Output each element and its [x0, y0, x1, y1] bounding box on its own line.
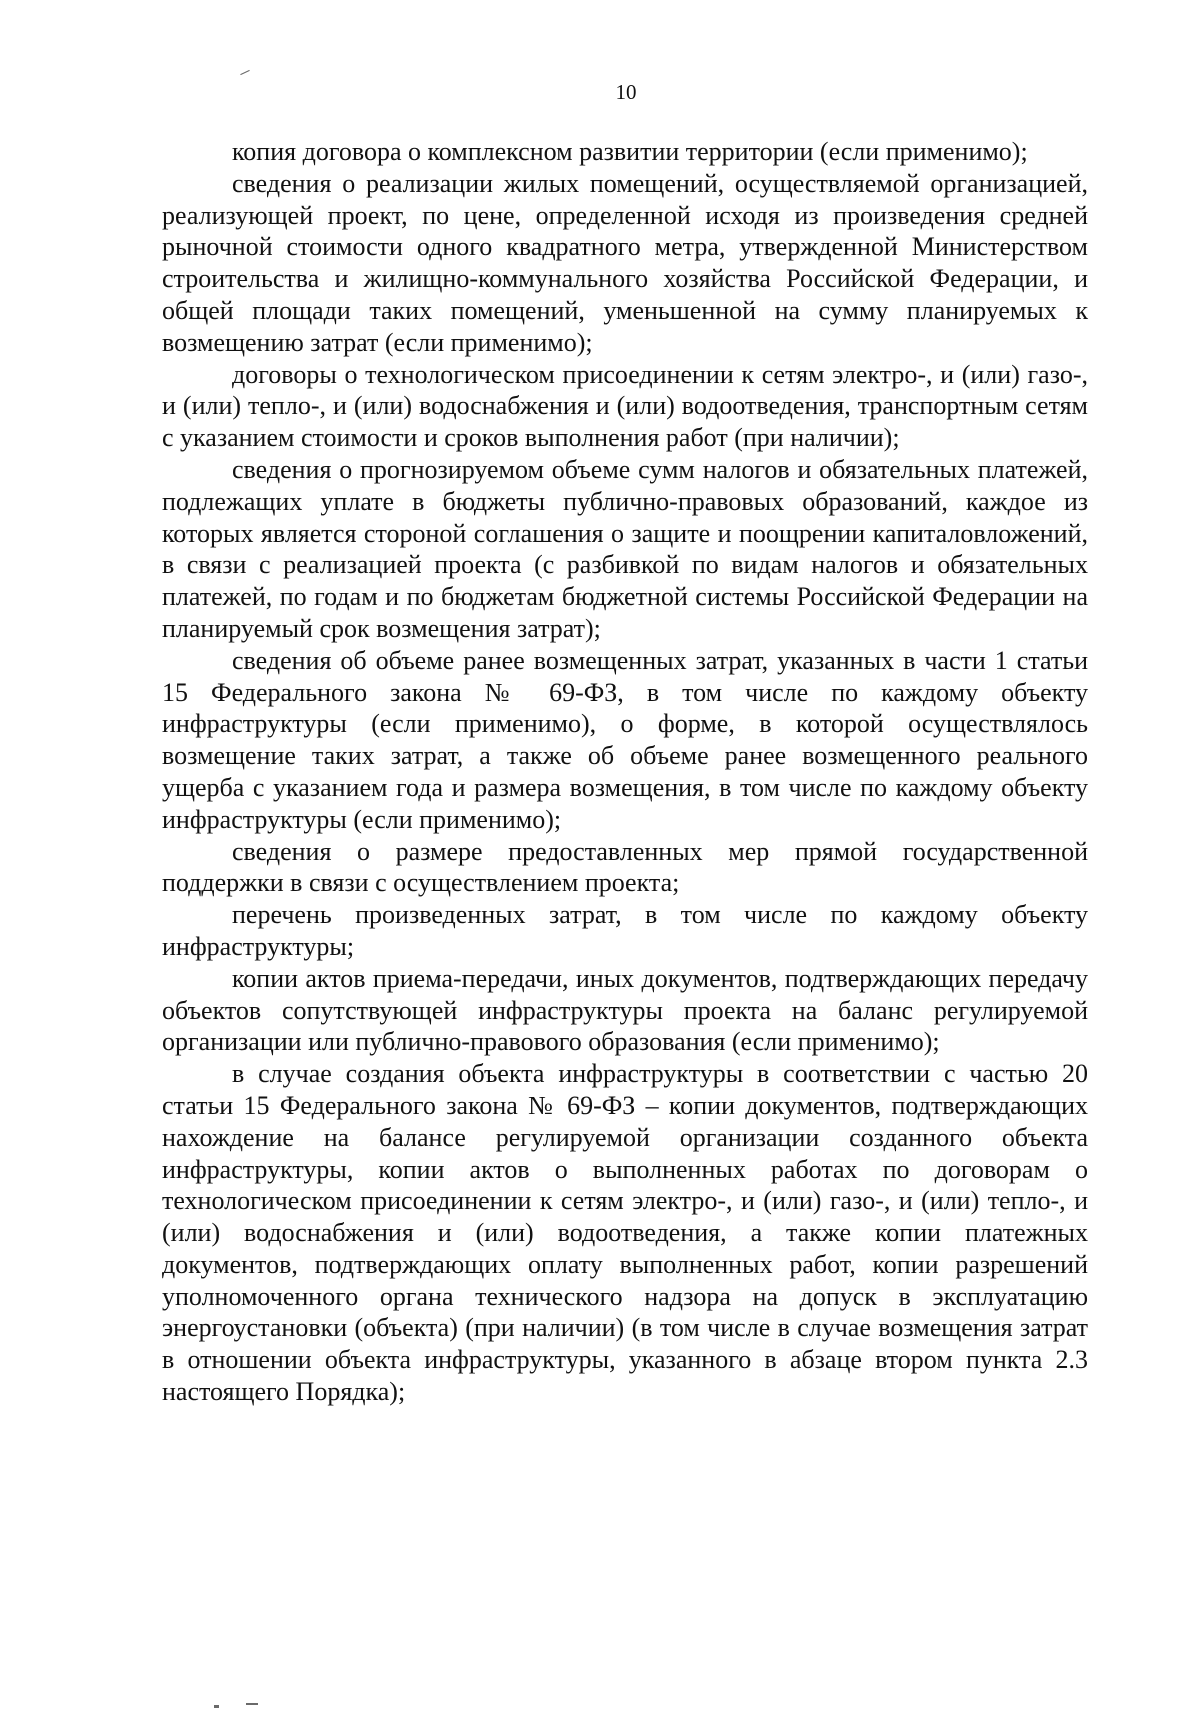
document-body [162, 136, 1088, 1408]
paragraph: сведения о прогнозируемом объеме сумм налогов и обязательных платежей, подлежащих уплате в бюджеты публично-правовых образований, каждое из которых является стороной соглашения о защите и поощрении капиталовложений, в связи с реализацией проекта (с разбивкой по видам налогов и обязательных платежей, по годам и по бюджетам бюджетной системы Российской Федерации на планируемый срок возмещения затрат); [162, 454, 1088, 643]
paragraph: сведения об объеме ранее возмещенных затрат, указанных в части 1 статьи 15 Федерального закона № 69-ФЗ, в том числе по каждому объекту инфраструктуры (если применимо), о форме, в которой осуществлялось возмещение таких затрат, а также об объеме ранее возмещенного реального ущерба с указанием года и размера возмещения, в том числе по каждому объекту инфраструктуры (если применимо); [162, 645, 1088, 834]
page-number: 10 [615, 80, 637, 104]
scan-mark [240, 70, 249, 75]
paragraph: сведения о размере предоставленных мер прямой государственной поддержки в связи с осуществлением проекта; [162, 836, 1088, 898]
paragraph: договоры о технологическом присоединении к сетям электро-, и (или) газо-, и (или) тепло-, и (или) водоснабжения и (или) водоотведения, транспортным сетям с указанием стоимости и сроков выполнения работ (при наличии); [162, 359, 1088, 453]
scan-mark [246, 1703, 258, 1705]
paragraph: копия договора о комплексном развитии территории (если применимо); [232, 137, 1028, 166]
scan-mark [214, 1705, 219, 1708]
paragraph: перечень произведенных затрат, в том числе по каждому объекту инфраструктуры; [162, 900, 1088, 961]
paragraph: копии актов приема-передачи, иных документов, подтверждающих передачу объектов сопутствующей инфраструктуры проекта на баланс регулируемой организации или публично-правового образования (если применимо); [162, 963, 1088, 1057]
paragraph: в случае создания объекта инфраструктуры в соответствии с частью 20 статьи 15 Федерального закона № 69-ФЗ – копии документов, подтверждающих нахождение на балансе регулируемой организации созданного объекта инфраструктуры, копии актов о выполненных работах по договорам о технологическом присоединении к сетям электро-, и (или) газо-, и (или) тепло-, и (или) водоснабжения и (или) водоотведения, а также копии платежных документов, подтверждающих оплату выполненных работ, копии разрешений уполномоченного органа технического надзора на допуск в эксплуатацию энергоустановки (объекта) (при наличии) (в том числе в случае возмещения затрат в отношении объекта инфраструктуры, указанного в абзаце втором пункта 2.3 настоящего Порядка); [162, 1059, 1088, 1407]
paragraph: сведения о реализации жилых помещений, осуществляемой организацией, реализующей проект, по цене, определенной исходя из произведения средней рыночной стоимости одного квадратного метра, утвержденной Министерством строительства и жилищно-коммунального хозяйства Российской Федерации, и общей площади таких помещений, уменьшенной на сумму планируемых к возмещению затрат (если применимо); [162, 168, 1088, 357]
